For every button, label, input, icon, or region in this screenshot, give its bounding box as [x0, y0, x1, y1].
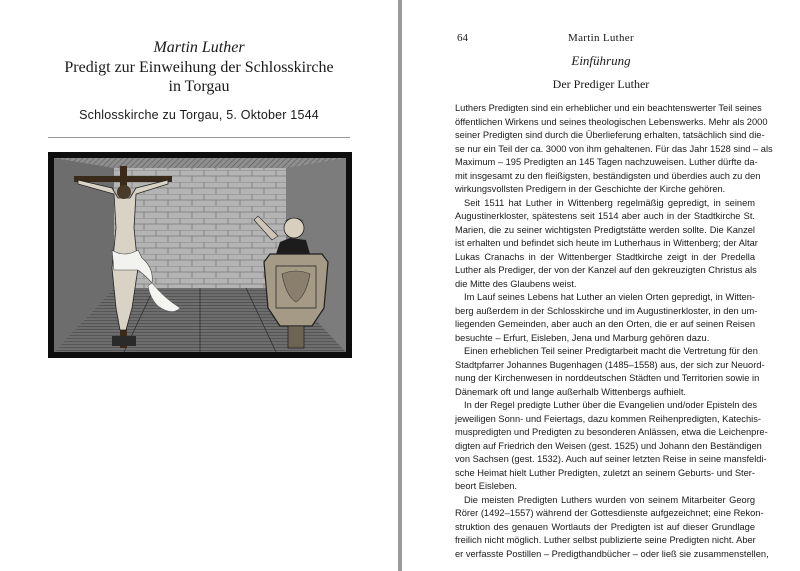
text-line: sche Heimat hielt Luther Predigten, zuletzt an seinem Geburts- und Ster- — [455, 467, 755, 478]
paragraph — [455, 399, 768, 494]
paragraph — [455, 494, 769, 562]
crucifixion-pulpit-image — [54, 158, 346, 352]
text-line: Dänemark oft und lange außerhalb Wittenbergs aufhielt. — [455, 386, 687, 397]
location-date: Schlosskirche zu Torgau, 5. Oktober 1544 — [79, 108, 319, 122]
author-heading: Martin Luther — [153, 39, 245, 56]
text-line: Lukas Cranachs in der Wittenberger Stadtkirche zeigt in der Predella — [455, 251, 755, 262]
text-line: besuchte – Erfurt, Eisleben, Jena und Marburg gehören dazu. — [455, 332, 710, 343]
text-line: mit insgesamt zu den fleißigsten, beständigsten und überdies auch zu den — [455, 170, 761, 181]
text-line: digten auf Friedrich den Weisen (gest. 1525) und Johann den Beständigen — [455, 440, 762, 451]
text-line: nung der Kirchenwesen in norddeutschen Städten und Territorien sowie in — [455, 373, 760, 383]
text-line: struktion des genauen Wortlauts der Predigten ist auf dieser Grundlage — [455, 521, 755, 532]
text-line: freilich nicht möglich. Luther selbst publizierte seine Predigten nicht. Aber — [455, 535, 756, 545]
title-block — [48, 38, 350, 96]
text-line: In der Regel predigte Luther über die Evangelien und/oder Episteln des — [464, 400, 758, 410]
text-line: Im Lauf seines Lebens hat Luther an vielen Orten gepredigt, in Witten- — [464, 292, 755, 302]
paragraph — [455, 197, 758, 292]
paragraph — [455, 345, 765, 399]
left-page — [0, 0, 398, 571]
text-line: liegenden Gemeinden, aber auch an den Orten, die er auf seinen Reisen — [455, 319, 755, 329]
text-line: die Mitte des Glaubens weist. — [455, 278, 577, 289]
sermon-title-line-1: Predigt zur Einweihung der Schlosskirche — [64, 59, 334, 76]
text-line: Seit 1511 hat Luther in Wittenberg regelmäßig gepredigt, in seinem — [464, 197, 755, 208]
text-line: Marien, die zu seiner wichtigsten Predigtstätte werden sollte. Die Kanzel — [455, 224, 755, 235]
text-line: Einen erheblichen Teil seiner Predigtarbeit macht die Vertretung für den — [464, 346, 758, 356]
subsection-title: Der Prediger Luther — [552, 77, 650, 91]
text-line: beort Eisleben. — [455, 481, 518, 491]
sermon-title-line-2: in Torgau — [168, 78, 230, 95]
text-line: von Sachsen (gest. 1532). Auch auf seiner letzten Reise in seine mansfeldi- — [455, 454, 767, 464]
paragraph — [455, 102, 773, 197]
text-line: Maximum – 195 Predigten an 145 Tagen nachzuweisen. Luther dürfte da- — [455, 157, 758, 167]
text-line: Stadtpfarrer Johannes Bugenhagen (1485–1558) aus, der sich zur Neuord- — [455, 359, 765, 370]
text-line: Luthers Predigten sind ein erheblicher und ein beachtenswerter Teil seines — [455, 103, 762, 113]
paragraph — [455, 291, 758, 345]
text-line: jeweiligen Sonn- und Feiertags, dazu kommen Reihenpredigten, Katechis- — [455, 413, 761, 424]
body-text — [455, 102, 773, 561]
text-line: ist erhalten und befindet sich heute im Lutherhaus in Wittenberg; der Altar — [455, 238, 758, 248]
text-line: muspredigten und Predigten zu besonderen Anlässen, etwa die Leichenpre- — [455, 427, 768, 437]
divider-rule — [48, 137, 350, 138]
text-line: Die meisten Predigten Luthers wurden von seinem Mitarbeiter Georg — [464, 494, 755, 505]
text-line: berg außerdem in der Schlosskirche und im Augustinerkloster, in den um- — [455, 305, 758, 316]
text-line: Augustinerkloster, spätestens seit 1514 aber auch in der Stadtkirche St. — [455, 211, 755, 221]
text-line: se nur ein Teil der ca. 3000 von ihm gehaltenen. Für das Jahr 1528 sind – als — [455, 143, 773, 154]
text-line: Rörer (1492–1557) während der Gottesdienste aufgezeichnet; eine Rekon- — [455, 508, 764, 518]
text-line: seiner Predigten sind durch die Überlieferung erhalten, tatsächlich sind die- — [455, 130, 765, 140]
woodcut-illustration — [48, 152, 352, 358]
text-line: Luther als Prediger, der von der Kanzel auf den gekreuzigten Christus als — [455, 265, 757, 275]
text-line: wirkungsvollsten Predigern in der Geschichte der Kirche gehören. — [455, 184, 726, 194]
text-line: öffentlichen Wirkens und seines theologischen Lebenswerks. Mehr als 2000 — [455, 116, 768, 127]
running-head: Martin Luther — [568, 32, 634, 44]
page-number: 64 — [457, 32, 468, 44]
section-title: Einführung — [571, 53, 631, 68]
text-line: er verfasste Postillen – Predigthandbücher – oder ließ sie zusammenstellen, — [455, 548, 769, 559]
